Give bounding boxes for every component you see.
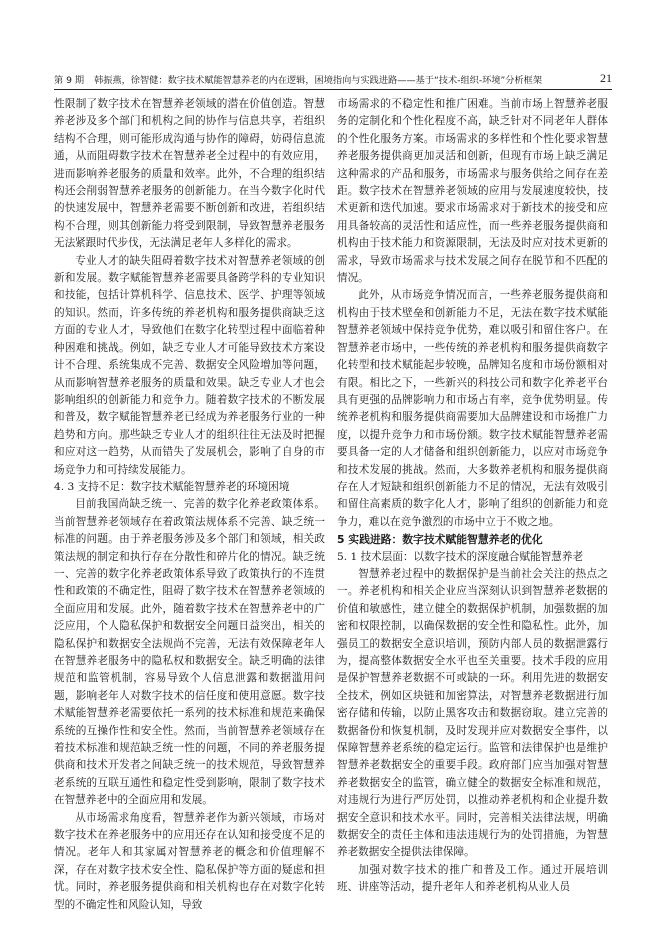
section-heading-5-1: 5. 1 技术层面：以数字技术的深度融合赋能智慧养老 <box>337 550 584 563</box>
left-column <box>54 96 325 916</box>
section-heading-5: 5 实践进路：数字技术赋能智慧养老的优化 <box>337 533 543 547</box>
header-authors: 韩振燕，徐智健： <box>94 75 168 86</box>
paragraph: 专业人才的缺失阻碍着数字技术对智慧养老领域的创新和发展。数字赋能智慧养老需要具备跨学科的专业知识和技能，包括计算机科学、信息技术、医学、护理等领域的知识。然而，许多传统的养老机构和服务提供商缺乏这方面的专业人才，导致他们在数字化转型过程中面临着种种困难和挑战。例如，缺乏专业人才可能导致技术方案设计不合理、系统集成不完善、数据安全风险增加等问题，从而影响智慧养老服务的质量和效果。缺乏专业人才也会影响组织的创新能力和竞争力。随着数字技术的不断发展和普及，数字赋能智慧养老已经成为养老服务行业的一种趋势和方向。那些缺乏专业人才的组织往往无法及时把握和应对这一趋势，从而错失了发展机会，影响了自身的市场竞争力和可持续发展能力。 <box>54 254 325 476</box>
issue-number: 第 9 期 <box>54 75 85 86</box>
right-column <box>337 96 608 916</box>
paragraph: 目前我国尚缺乏统一、完善的数字化养老政策体系。当前智慧养老领域存在着政策法规体系不完善、缺乏统一标准的问题。由于养老服务涉及多个部门和领域，相关政策法规的制定和执行存在分散性和碎片化的情况。缺乏统一、完善的数字化养老政策体系导致了政策执行的不连贯性和政策的不确定性，阻碍了数字技术在智慧养老领域的全面应用和发展。此外，随着数字技术在智慧养老中的广泛应用，个人隐私保护和数据安全问题日益突出，相关的隐私保护和数据安全法规尚不完善，无法有效保障老年人在智慧养老服务中的隐私权和数据安全。缺乏明确的法律规范和监管机制，容易导致个人信息泄露和数据滥用问题，影响老年人对数字技术的信任度和使用意愿。数字技术赋能智慧养老需要依托一系列的技术标准和规范来确保系统的互操作性和安全性。然而，当前智慧养老领域存在着技术标准和规范缺乏统一性的问题，不同的养老服务提供商和技术开发者之间缺乏统一的技术规范，导致智慧养老系统的互联互通性和稳定性受到影响，限制了数字技术在智慧养老中的全面应用和发展。 <box>54 498 325 807</box>
paragraph: 加强对数字技术的推广和普及工作。通过开展培训班、讲座等活动，提升老年人和养老机构从业人员 <box>337 863 608 894</box>
header-title: 数字技术赋能智慧养老的内在逻辑，困境指向与实践进路——基于“技术-组织-环境”分析框架 <box>167 75 543 86</box>
paragraph: 此外，从市场竞争情况而言，一些养老服务提供商和机构由于技术壁垒和创新能力不足，无法在数字技术赋能智慧养老领域中保持竞争优势，难以吸引和留住客户。在智慧养老市场中，一些传统的养老机构和服务提供商数字化转型和技术赋能起步较晚，品牌知名度和市场份额相对有限。相比之下，一些新兴的科技公司和数字化养老平台具有更强的品牌影响力和市场占有率，竞争优势明显。传统养老机构和服务提供商需要加大品牌建设和市场推广力度，以提升竞争力和市场份额。数字技术赋能智慧养老需要具备一定的人才储备和组织创新能力，以应对市场竞争和技术发展的挑战。然而，大多数养老机构和服务提供商存在人才短缺和组织创新能力不足的情况，无法有效吸引和留住高素质的数字化人才，影响了组织的创新能力和竞争力，难以在竞争激烈的市场中立于不败之地。 <box>337 289 608 528</box>
paragraph: 市场需求的不稳定性和推广困难。当前市场上智慧养老服务的定制化和个性化程度不高，缺乏针对不同老年人群体的个性化服务方案。市场需求的多样性和个性化要求智慧养老服务提供商更加灵活和创新，但现有市场上缺乏满足这种需求的产品和服务，市场需求与服务供给之间存在差距。数字技术在智慧养老领域的应用与发展速度较快，技术更新和迭代加速。要求市场需求对于新技术的接受和应用具备较高的灵活性和适应性，而一些养老服务提供商和机构由于技术能力和资源限制，无法及时应对技术更新的需求，导致市场需求与技术发展之间存在脱节和不匹配的情况。 <box>337 98 608 285</box>
paragraph: 从市场需求角度看，智慧养老作为新兴领域，市场对数字技术在养老服务中的应用还存在认知和接受度不足的情况。老年人和其家属对智慧养老的概念和价值理解不深，存在对数字技术安全性、隐私保护等方面的疑虑和担忧。同时，养老服务提供商和相关机构也存在对数字化转型的不确定性和风险认知，导致 <box>54 811 325 911</box>
section-heading-4-3: 4. 3 支持不足：数字技术赋能智慧养老的环境困境 <box>54 480 290 493</box>
page-number: 21 <box>600 71 612 85</box>
paragraph: 性限制了数字技术在智慧养老领域的潜在价值创造。智慧养老涉及多个部门和机构之间的协作与信息共享，若组织结构不合理，则可能形成沟通与协作的障碍，妨碍信息流通，从而阻碍数字技术在智慧养老全过程中的有效应用，进而影响养老服务的质量和效率。此外，不合理的组织结构还会削弱智慧养老服务的创新能力。在当今数字化时代的快速发展中，智慧养老需要不断创新和改进，若组织结构不合理，则其创新能力将受到限制，导致智慧养老服务无法紧跟时代步伐，无法满足老年人多样化的需求。 <box>54 98 325 250</box>
paragraph: 智慧养老过程中的数据保护是当前社会关注的热点之一。养老机构和相关企业应当深刻认识到智慧养老数据的价值和敏感性，建立健全的数据保护机制，加强数据的加密和权限控制，以确保数据的安全性和隐私性。此外，加强员工的数据安全意识培训，预防内部人员的数据泄露行为，提高整体数据安全水平也至关重要。技术手段的应用是保护智慧养老数据不可或缺的一环。利用先进的数据安全技术，例如区块链和加密算法，对智慧养老数据进行加密存储和传输，以防止黑客攻击和数据窃取。建立完善的数据备份和恢复机制，及时发现并应对数据安全事件，以保障智慧养老系统的稳定运行。监管和法律保护也是维护智慧养老数据安全的重要手段。政府部门应当加强对智慧养老数据安全的监管，确立健全的数据安全标准和规范，对违规行为进行严厉处罚，以推动养老机构和企业提升数据安全意识和技术水平。同时，完善相关法律法规，明确数据安全的责任主体和违法违规行为的处罚措施，为智慧养老数据安全提供法律保障。 <box>337 567 608 859</box>
running-header <box>54 68 612 90</box>
